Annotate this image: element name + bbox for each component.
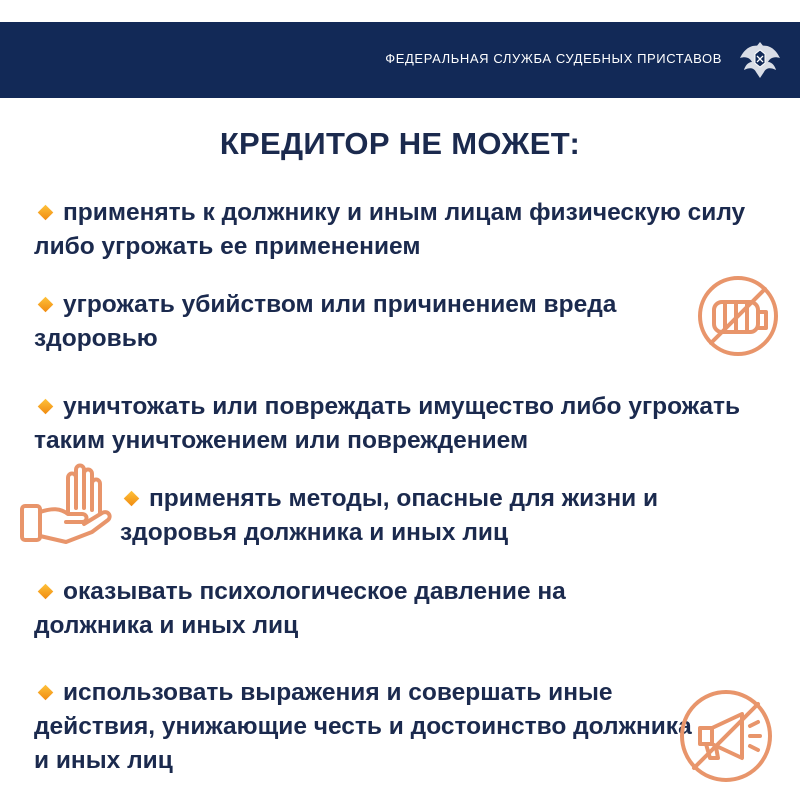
org-name: ФЕДЕРАЛЬНАЯ СЛУЖБА СУДЕБНЫХ ПРИСТАВОВ bbox=[385, 51, 722, 66]
list-item-text: применять к должнику и иным лицам физическую силу либо угрожать ее применением bbox=[34, 199, 746, 260]
page-title: КРЕДИТОР НЕ МОЖЕТ: bbox=[219, 126, 581, 161]
eagle-emblem-icon bbox=[736, 36, 784, 84]
list-item-text: уничтожать или повреждать имущество либо угрожать таким уничтожением или повреждением bbox=[34, 393, 741, 454]
list-item-text: оказывать психологическое давление на должника и иных лиц bbox=[34, 578, 566, 639]
orange-diamond-icon bbox=[124, 490, 140, 506]
list-item bbox=[34, 575, 674, 643]
list-item bbox=[34, 196, 774, 264]
list-item bbox=[120, 482, 760, 550]
orange-diamond-icon bbox=[38, 684, 54, 700]
orange-diamond-icon bbox=[38, 398, 54, 414]
orange-diamond-icon bbox=[38, 296, 54, 312]
no-fist-icon bbox=[694, 272, 782, 360]
list-item bbox=[34, 288, 702, 356]
orange-diamond-icon bbox=[38, 583, 54, 599]
orange-diamond-icon bbox=[38, 204, 54, 220]
list-item-text: угрожать убийством или причинением вреда здоровью bbox=[34, 291, 617, 352]
list-item-text: использовать выражения и совершать иные действия, унижающие честь и достоинство должника и иных лиц bbox=[34, 679, 692, 774]
list-item-text: применять методы, опасные для жизни и здоровья должника и иных лиц bbox=[120, 485, 659, 546]
stop-hand-icon bbox=[18, 462, 116, 550]
no-megaphone-icon bbox=[676, 686, 776, 786]
list-item bbox=[34, 390, 774, 458]
list-item bbox=[34, 676, 694, 778]
header-bar bbox=[0, 22, 800, 98]
